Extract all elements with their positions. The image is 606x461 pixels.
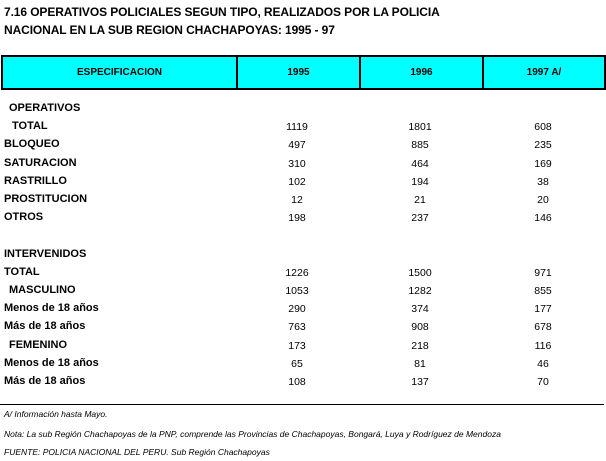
table-row <box>0 138 606 156</box>
cell-1997: 678 <box>534 321 552 334</box>
cell-1997: 235 <box>534 139 552 152</box>
row-label: TOTAL <box>12 120 48 133</box>
row-label: FEMENINO <box>9 338 68 351</box>
table-row <box>0 339 606 357</box>
table-header <box>1 55 606 90</box>
cell-1996: 908 <box>411 321 429 334</box>
cell-1995: 1226 <box>285 266 309 279</box>
cell-1997: 46 <box>537 357 549 370</box>
table-row <box>0 357 606 375</box>
cell-1995: 310 <box>288 157 306 170</box>
header-especificacion: ESPECIFICACION <box>76 67 162 78</box>
cell-1995: 763 <box>288 321 306 334</box>
cell-1996: 194 <box>411 175 429 188</box>
header-1995: 1995 <box>236 57 359 88</box>
table-row <box>0 229 606 247</box>
table-row <box>0 266 606 284</box>
row-label: PROSTITUCION <box>4 193 88 205</box>
table-title-line-2: NACIONAL EN LA SUB REGION CHACHAPOYAS: 1995 - 97 <box>4 23 335 37</box>
cell-1995: 102 <box>288 175 306 188</box>
cell-1996: 1500 <box>408 266 432 279</box>
cell-1995: 12 <box>291 194 303 206</box>
cell-1996: 885 <box>411 139 429 152</box>
cell-1997: 20 <box>537 194 549 206</box>
cell-1997: 169 <box>534 157 552 170</box>
cell-1996: 1282 <box>408 285 432 297</box>
cell-1995: 173 <box>288 339 306 352</box>
cell-1995: 108 <box>288 376 306 388</box>
cell-1995: 65 <box>291 357 303 370</box>
cell-1997: 146 <box>534 212 552 225</box>
row-label: OPERATIVOS <box>9 102 81 114</box>
cell-1996: 137 <box>411 376 429 388</box>
cell-1996: 1801 <box>408 121 432 134</box>
row-label: SATURACION <box>4 156 77 169</box>
cell-1995: 198 <box>288 212 306 225</box>
cell-1997: 971 <box>534 266 552 279</box>
row-label: INTERVENIDOS <box>4 247 87 260</box>
cell-1997: 116 <box>534 339 552 352</box>
table-row <box>0 320 606 338</box>
table-title-line-1: 7.16 OPERATIVOS POLICIALES SEGUN TIPO, REALIZADOS POR LA POLICIA <box>4 5 440 19</box>
cell-1995: 290 <box>288 303 306 316</box>
table-row <box>0 175 606 193</box>
cell-1997: 38 <box>537 175 549 188</box>
cell-1995: 497 <box>288 139 306 152</box>
row-label: BLOQUEO <box>4 138 60 151</box>
bottom-rule <box>0 404 604 405</box>
cell-1996: 21 <box>414 194 426 206</box>
cell-1997: 177 <box>534 303 552 316</box>
table-row <box>0 102 606 120</box>
row-label: MASCULINO <box>9 284 76 296</box>
row-label: Más de 18 años <box>4 320 86 333</box>
table-row <box>0 193 606 211</box>
cell-1995: 1119 <box>286 121 308 134</box>
cell-1996: 374 <box>411 303 429 316</box>
table-row <box>0 375 606 393</box>
cell-1996: 218 <box>411 339 429 352</box>
cell-1997: 855 <box>534 285 552 297</box>
cell-1995: 1053 <box>285 285 309 297</box>
table-row <box>0 248 606 266</box>
header-1996: 1996 <box>359 57 482 88</box>
row-label: Menos de 18 años <box>4 356 99 369</box>
fuente: FUENTE: POLICIA NACIONAL DEL PERU. Sub Región Chachapoyas <box>4 447 270 457</box>
cell-1997: 608 <box>534 121 552 134</box>
table-row <box>0 157 606 175</box>
table-row <box>0 211 606 229</box>
row-label: TOTAL <box>4 265 40 278</box>
row-label: RASTRILLO <box>4 174 67 187</box>
table-row <box>0 284 606 302</box>
row-label: Más de 18 años <box>4 375 86 387</box>
cell-1996: 237 <box>411 212 429 225</box>
header-1997: 1997 A/ <box>482 57 604 88</box>
row-label: Menos de 18 años <box>4 302 99 315</box>
nota: Nota: La sub Región Chachapoyas de la PNP, comprende las Provincias de Chachapoyas, Bongará, Luya y Rodríguez de Mendoza <box>4 429 501 439</box>
table-row <box>0 302 606 320</box>
cell-1997: 70 <box>537 376 549 388</box>
cell-1996: 464 <box>411 157 429 170</box>
row-label: OTROS <box>4 211 44 224</box>
table-row <box>0 120 606 138</box>
footnote: A/ Información hasta Mayo. <box>4 409 108 419</box>
cell-1996: 81 <box>414 357 426 370</box>
